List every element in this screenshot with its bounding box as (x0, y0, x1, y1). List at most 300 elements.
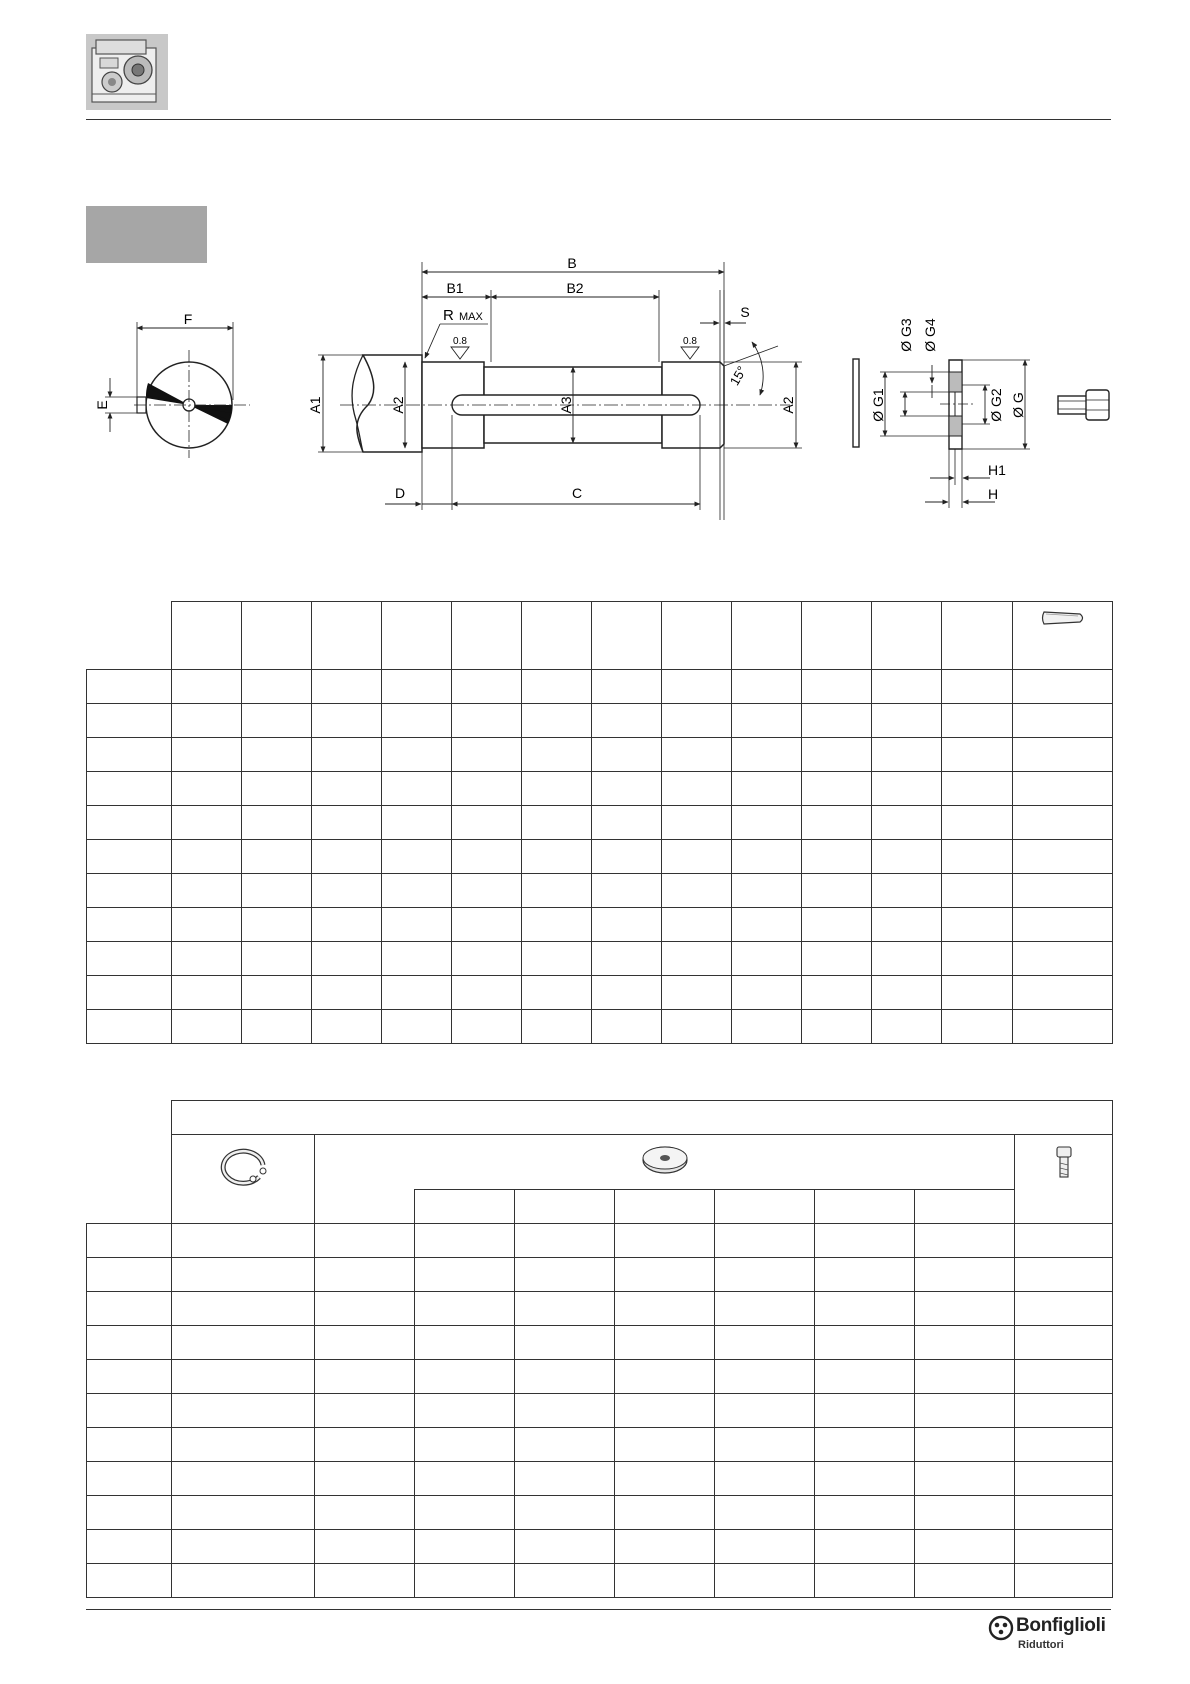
table-cell (1013, 772, 1113, 806)
table-cell (515, 1360, 615, 1394)
shaft-label-d: D (394, 485, 406, 501)
table-cell (172, 1428, 315, 1462)
table-cell (172, 840, 242, 874)
table-cell (172, 1258, 315, 1292)
table-cell (452, 874, 522, 908)
table-row (87, 1360, 1113, 1394)
table-cell (87, 1496, 172, 1530)
table-cell (715, 1224, 815, 1258)
header-subcell (915, 1190, 1015, 1224)
table-cell (415, 1428, 515, 1462)
table-cell (915, 1428, 1015, 1462)
table-cell (592, 1010, 662, 1044)
table-cell (1013, 704, 1113, 738)
table-cell (942, 670, 1013, 704)
brand-logo (988, 1615, 1113, 1655)
table-cell (415, 1462, 515, 1496)
table-cell (87, 1258, 172, 1292)
table-cell (452, 670, 522, 704)
shaft-label-r: R (443, 307, 454, 324)
table-cell (87, 1462, 172, 1496)
table-cell (872, 976, 942, 1010)
table-cell (242, 738, 312, 772)
header-subcell (415, 1190, 515, 1224)
table-cell (415, 1360, 515, 1394)
table-cell (415, 1326, 515, 1360)
table-cell (87, 670, 172, 704)
table-cell (872, 670, 942, 704)
table-cell (915, 1462, 1015, 1496)
table-cell (87, 1564, 172, 1598)
table-cell (1015, 1258, 1113, 1292)
table-cell (382, 908, 452, 942)
table-cell (662, 840, 732, 874)
table-cell (312, 1010, 382, 1044)
shaft-label-b: B (567, 255, 577, 271)
table-cell (242, 806, 312, 840)
table-cell (452, 840, 522, 874)
table-cell (1013, 738, 1113, 772)
table-cell (942, 976, 1013, 1010)
table-cell (452, 806, 522, 840)
table-row (87, 1010, 1113, 1044)
table-cell (315, 1258, 415, 1292)
table-cell (87, 772, 172, 806)
table-row (87, 1292, 1113, 1326)
table-cell (815, 1428, 915, 1462)
table-cell (382, 806, 452, 840)
table-cell (172, 908, 242, 942)
table-cell (915, 1360, 1015, 1394)
table-cell (87, 1326, 172, 1360)
shaft-label-s: S (740, 304, 750, 320)
shaft-label-c: C (571, 485, 583, 501)
table-cell (802, 908, 872, 942)
table-cell (312, 772, 382, 806)
table-cell (522, 874, 592, 908)
table-cell (172, 942, 242, 976)
table-cell (802, 806, 872, 840)
table-cell (1013, 670, 1113, 704)
table-cell (915, 1292, 1015, 1326)
table-cell (915, 1496, 1015, 1530)
header-cell (452, 602, 522, 670)
table-cell (802, 874, 872, 908)
table-cell (87, 704, 172, 738)
table-cell (415, 1564, 515, 1598)
table-cell (515, 1394, 615, 1428)
washer-label-g4: Ø G4 (922, 318, 938, 352)
table-cell (732, 874, 802, 908)
table-cell (312, 942, 382, 976)
table-cell (1015, 1326, 1113, 1360)
table-cell (815, 1292, 915, 1326)
table-cell (592, 704, 662, 738)
table-cell (315, 1326, 415, 1360)
table-cell (515, 1462, 615, 1496)
header-cell (732, 602, 802, 670)
table-cell (172, 1462, 315, 1496)
header-cell (662, 602, 732, 670)
table-cell (382, 738, 452, 772)
table-cell (452, 772, 522, 806)
table-cell (592, 942, 662, 976)
table-cell (415, 1224, 515, 1258)
table-row (87, 1462, 1113, 1496)
table-cell (662, 874, 732, 908)
table-cell (1015, 1360, 1113, 1394)
table-cell (415, 1496, 515, 1530)
table-cell (615, 1258, 715, 1292)
table-cell (242, 908, 312, 942)
table-cell (732, 670, 802, 704)
table-cell (242, 704, 312, 738)
table-cell (732, 976, 802, 1010)
table-cell (615, 1496, 715, 1530)
table-cell (242, 874, 312, 908)
table-cell (87, 1360, 172, 1394)
table-cell (87, 942, 172, 976)
table-cell (522, 976, 592, 1010)
table-cell (315, 1224, 415, 1258)
table-row (87, 1530, 1113, 1564)
table-cell (1015, 1496, 1113, 1530)
table-cell (242, 772, 312, 806)
table-cell (172, 670, 242, 704)
table-cell (515, 1258, 615, 1292)
table-cell (732, 738, 802, 772)
brand-subtitle: Riduttori (1018, 1639, 1064, 1651)
table-cell (172, 1292, 315, 1326)
table-cell (715, 1326, 815, 1360)
header-cell (172, 602, 242, 670)
table-cell (315, 1360, 415, 1394)
header-cell (872, 602, 942, 670)
table-cell (452, 704, 522, 738)
table-cell (872, 942, 942, 976)
table-cell (312, 738, 382, 772)
table-cell (662, 942, 732, 976)
table-row (87, 806, 1113, 840)
table-cell (592, 976, 662, 1010)
header-subcell (315, 1190, 415, 1224)
footer-rule (86, 1609, 1111, 1610)
table-cell (382, 942, 452, 976)
table-cell (942, 874, 1013, 908)
table-cell (1013, 908, 1113, 942)
header-cell (942, 602, 1013, 670)
accessories-table (86, 1100, 1113, 1598)
table-cell (87, 1292, 172, 1326)
table-row (87, 1428, 1113, 1462)
shaft-label-a2-left: A2 (390, 396, 406, 414)
table-cell (802, 976, 872, 1010)
table-row (87, 772, 1113, 806)
table-row (87, 942, 1113, 976)
table-cell (715, 1258, 815, 1292)
table-cell (172, 1530, 315, 1564)
table-cell (872, 908, 942, 942)
table-cell (172, 1394, 315, 1428)
table-cell (172, 1010, 242, 1044)
table-cell (615, 1564, 715, 1598)
table-cell (715, 1462, 815, 1496)
table-cell (87, 908, 172, 942)
table-cell (1015, 1530, 1113, 1564)
table-cell (872, 704, 942, 738)
brand-name: Bonfiglioli (1016, 1615, 1106, 1636)
table-cell (522, 806, 592, 840)
shaft-view (307, 255, 802, 520)
table-cell (522, 908, 592, 942)
table-cell (315, 1292, 415, 1326)
table-cell (872, 806, 942, 840)
table-cell (802, 670, 872, 704)
table-cell (87, 738, 172, 772)
shaft-label-rmax: MAX (459, 311, 483, 323)
table-cell (522, 670, 592, 704)
table-cell (515, 1292, 615, 1326)
header-cell (242, 602, 312, 670)
table-row (87, 1326, 1113, 1360)
table-cell (515, 1428, 615, 1462)
table-cell (592, 772, 662, 806)
table-cell (802, 738, 872, 772)
table-cell (1015, 1394, 1113, 1428)
header-cell (382, 602, 452, 670)
table-cell (662, 1010, 732, 1044)
table-cell (592, 840, 662, 874)
table-cell (815, 1564, 915, 1598)
table-cell (87, 1010, 172, 1044)
table-cell (515, 1224, 615, 1258)
table-row (87, 738, 1113, 772)
shaft-label-b1: B1 (446, 280, 464, 296)
table-cell (732, 806, 802, 840)
table-cell (815, 1394, 915, 1428)
table-cell (315, 1496, 415, 1530)
flange-label-e: E (94, 400, 110, 410)
table-cell (802, 704, 872, 738)
table-cell (942, 840, 1013, 874)
table-cell (452, 908, 522, 942)
table-cell (732, 942, 802, 976)
table-cell (915, 1564, 1015, 1598)
header-cell (522, 602, 592, 670)
table-cell (592, 738, 662, 772)
table-cell (942, 908, 1013, 942)
header-subcell (715, 1190, 815, 1224)
header-cell-screw (1015, 1135, 1113, 1224)
table-cell (172, 1326, 315, 1360)
roughness-label-left: 0.8 (453, 336, 467, 347)
table-cell (312, 704, 382, 738)
table-cell (382, 772, 452, 806)
table-cell (382, 1010, 452, 1044)
table-cell (242, 976, 312, 1010)
table-cell (915, 1530, 1015, 1564)
table-cell (172, 1496, 315, 1530)
washer-label-g2: Ø G2 (988, 388, 1004, 422)
table-cell (732, 772, 802, 806)
table-cell (732, 840, 802, 874)
table-row (87, 704, 1113, 738)
table-cell (382, 840, 452, 874)
table-cell (87, 840, 172, 874)
washer-label-h: H (988, 486, 999, 502)
table-cell (242, 1010, 312, 1044)
table-cell (1013, 806, 1113, 840)
table-cell (715, 1496, 815, 1530)
table-cell (242, 942, 312, 976)
table-cell (415, 1530, 515, 1564)
washer-view (853, 318, 1030, 508)
header-cell-end-plate (315, 1135, 1015, 1190)
table-cell (715, 1564, 815, 1598)
header-cell (802, 602, 872, 670)
technical-drawing (0, 0, 1190, 540)
table-cell (1015, 1292, 1113, 1326)
table-cell (942, 772, 1013, 806)
table-cell (615, 1462, 715, 1496)
bonfiglioli-logo-icon (988, 1615, 1014, 1646)
table-row (87, 908, 1113, 942)
table-cell (915, 1394, 1015, 1428)
header-cell (312, 602, 382, 670)
screw-icon (1015, 1145, 1112, 1184)
table-cell (1015, 1428, 1113, 1462)
circlip-icon (172, 1141, 314, 1192)
table-cell (615, 1224, 715, 1258)
table-cell (87, 1530, 172, 1564)
table-cell (662, 976, 732, 1010)
flange-label-f: F (183, 311, 193, 327)
table-row (87, 1496, 1113, 1530)
table-cell (315, 1462, 415, 1496)
table-cell (312, 806, 382, 840)
table-cell (172, 704, 242, 738)
table-cell (872, 772, 942, 806)
table-cell (942, 942, 1013, 976)
shaft-label-b2: B2 (566, 280, 584, 296)
table-header-row (87, 602, 1113, 670)
table-cell (872, 874, 942, 908)
table-cell (615, 1326, 715, 1360)
table-cell (522, 840, 592, 874)
table-cell (942, 1010, 1013, 1044)
table-cell (915, 1326, 1015, 1360)
table-row (87, 976, 1113, 1010)
header-cell (592, 602, 662, 670)
table-row (87, 670, 1113, 704)
table-cell (172, 1224, 315, 1258)
table-cell (515, 1530, 615, 1564)
header-cell-circlip (172, 1135, 315, 1224)
shaft-label-a1: A1 (307, 396, 323, 414)
table-cell (172, 1360, 315, 1394)
table-cell (715, 1428, 815, 1462)
table-cell (915, 1258, 1015, 1292)
table-cell (415, 1258, 515, 1292)
table-cell (942, 704, 1013, 738)
table-cell (312, 976, 382, 1010)
table-row (87, 1564, 1113, 1598)
table-cell (815, 1326, 915, 1360)
shaft-label-a2-right: A2 (780, 396, 796, 414)
table-cell (87, 874, 172, 908)
table-cell (815, 1530, 915, 1564)
washer-label-h1: H1 (988, 462, 1006, 478)
table-cell (312, 874, 382, 908)
table-cell (615, 1530, 715, 1564)
table-cell (522, 1010, 592, 1044)
table-cell (815, 1224, 915, 1258)
table-cell (1013, 840, 1113, 874)
header-cell-key (1013, 602, 1113, 670)
table-cell (452, 976, 522, 1010)
table-cell (315, 1428, 415, 1462)
table-cell (312, 840, 382, 874)
table-cell (515, 1564, 615, 1598)
table-cell (1015, 1462, 1113, 1496)
table-cell (662, 738, 732, 772)
table-cell (87, 1224, 172, 1258)
table-cell (615, 1428, 715, 1462)
table-cell (662, 908, 732, 942)
table-corner (87, 602, 172, 670)
table-cell (802, 942, 872, 976)
table-cell (382, 670, 452, 704)
table-cell (172, 976, 242, 1010)
table-cell (662, 704, 732, 738)
table-cell (942, 806, 1013, 840)
table-cell (915, 1224, 1015, 1258)
table-cell (242, 840, 312, 874)
table2-icon-header-row (87, 1135, 1113, 1190)
table-cell (315, 1394, 415, 1428)
table-cell (315, 1530, 415, 1564)
header-subcell (815, 1190, 915, 1224)
table-cell (1015, 1224, 1113, 1258)
table2-group-header (172, 1101, 1113, 1135)
table-cell (815, 1258, 915, 1292)
table-row (87, 1224, 1113, 1258)
table-row (87, 840, 1113, 874)
table-cell (415, 1292, 515, 1326)
table-cell (312, 908, 382, 942)
flange-view (94, 311, 250, 458)
table2-top-header-row (87, 1101, 1113, 1135)
table-cell (415, 1394, 515, 1428)
table-cell (1015, 1564, 1113, 1598)
table-cell (815, 1496, 915, 1530)
table-cell (242, 670, 312, 704)
table-cell (715, 1360, 815, 1394)
table-cell (615, 1292, 715, 1326)
table-row (87, 1258, 1113, 1292)
table-cell (615, 1394, 715, 1428)
table-cell (815, 1360, 915, 1394)
table-cell (662, 670, 732, 704)
table-cell (662, 772, 732, 806)
table-cell (515, 1496, 615, 1530)
dimension-table (86, 601, 1113, 1044)
table-cell (592, 874, 662, 908)
table-cell (732, 1010, 802, 1044)
table-cell (732, 704, 802, 738)
table-cell (802, 1010, 872, 1044)
table2-corner (87, 1101, 172, 1224)
